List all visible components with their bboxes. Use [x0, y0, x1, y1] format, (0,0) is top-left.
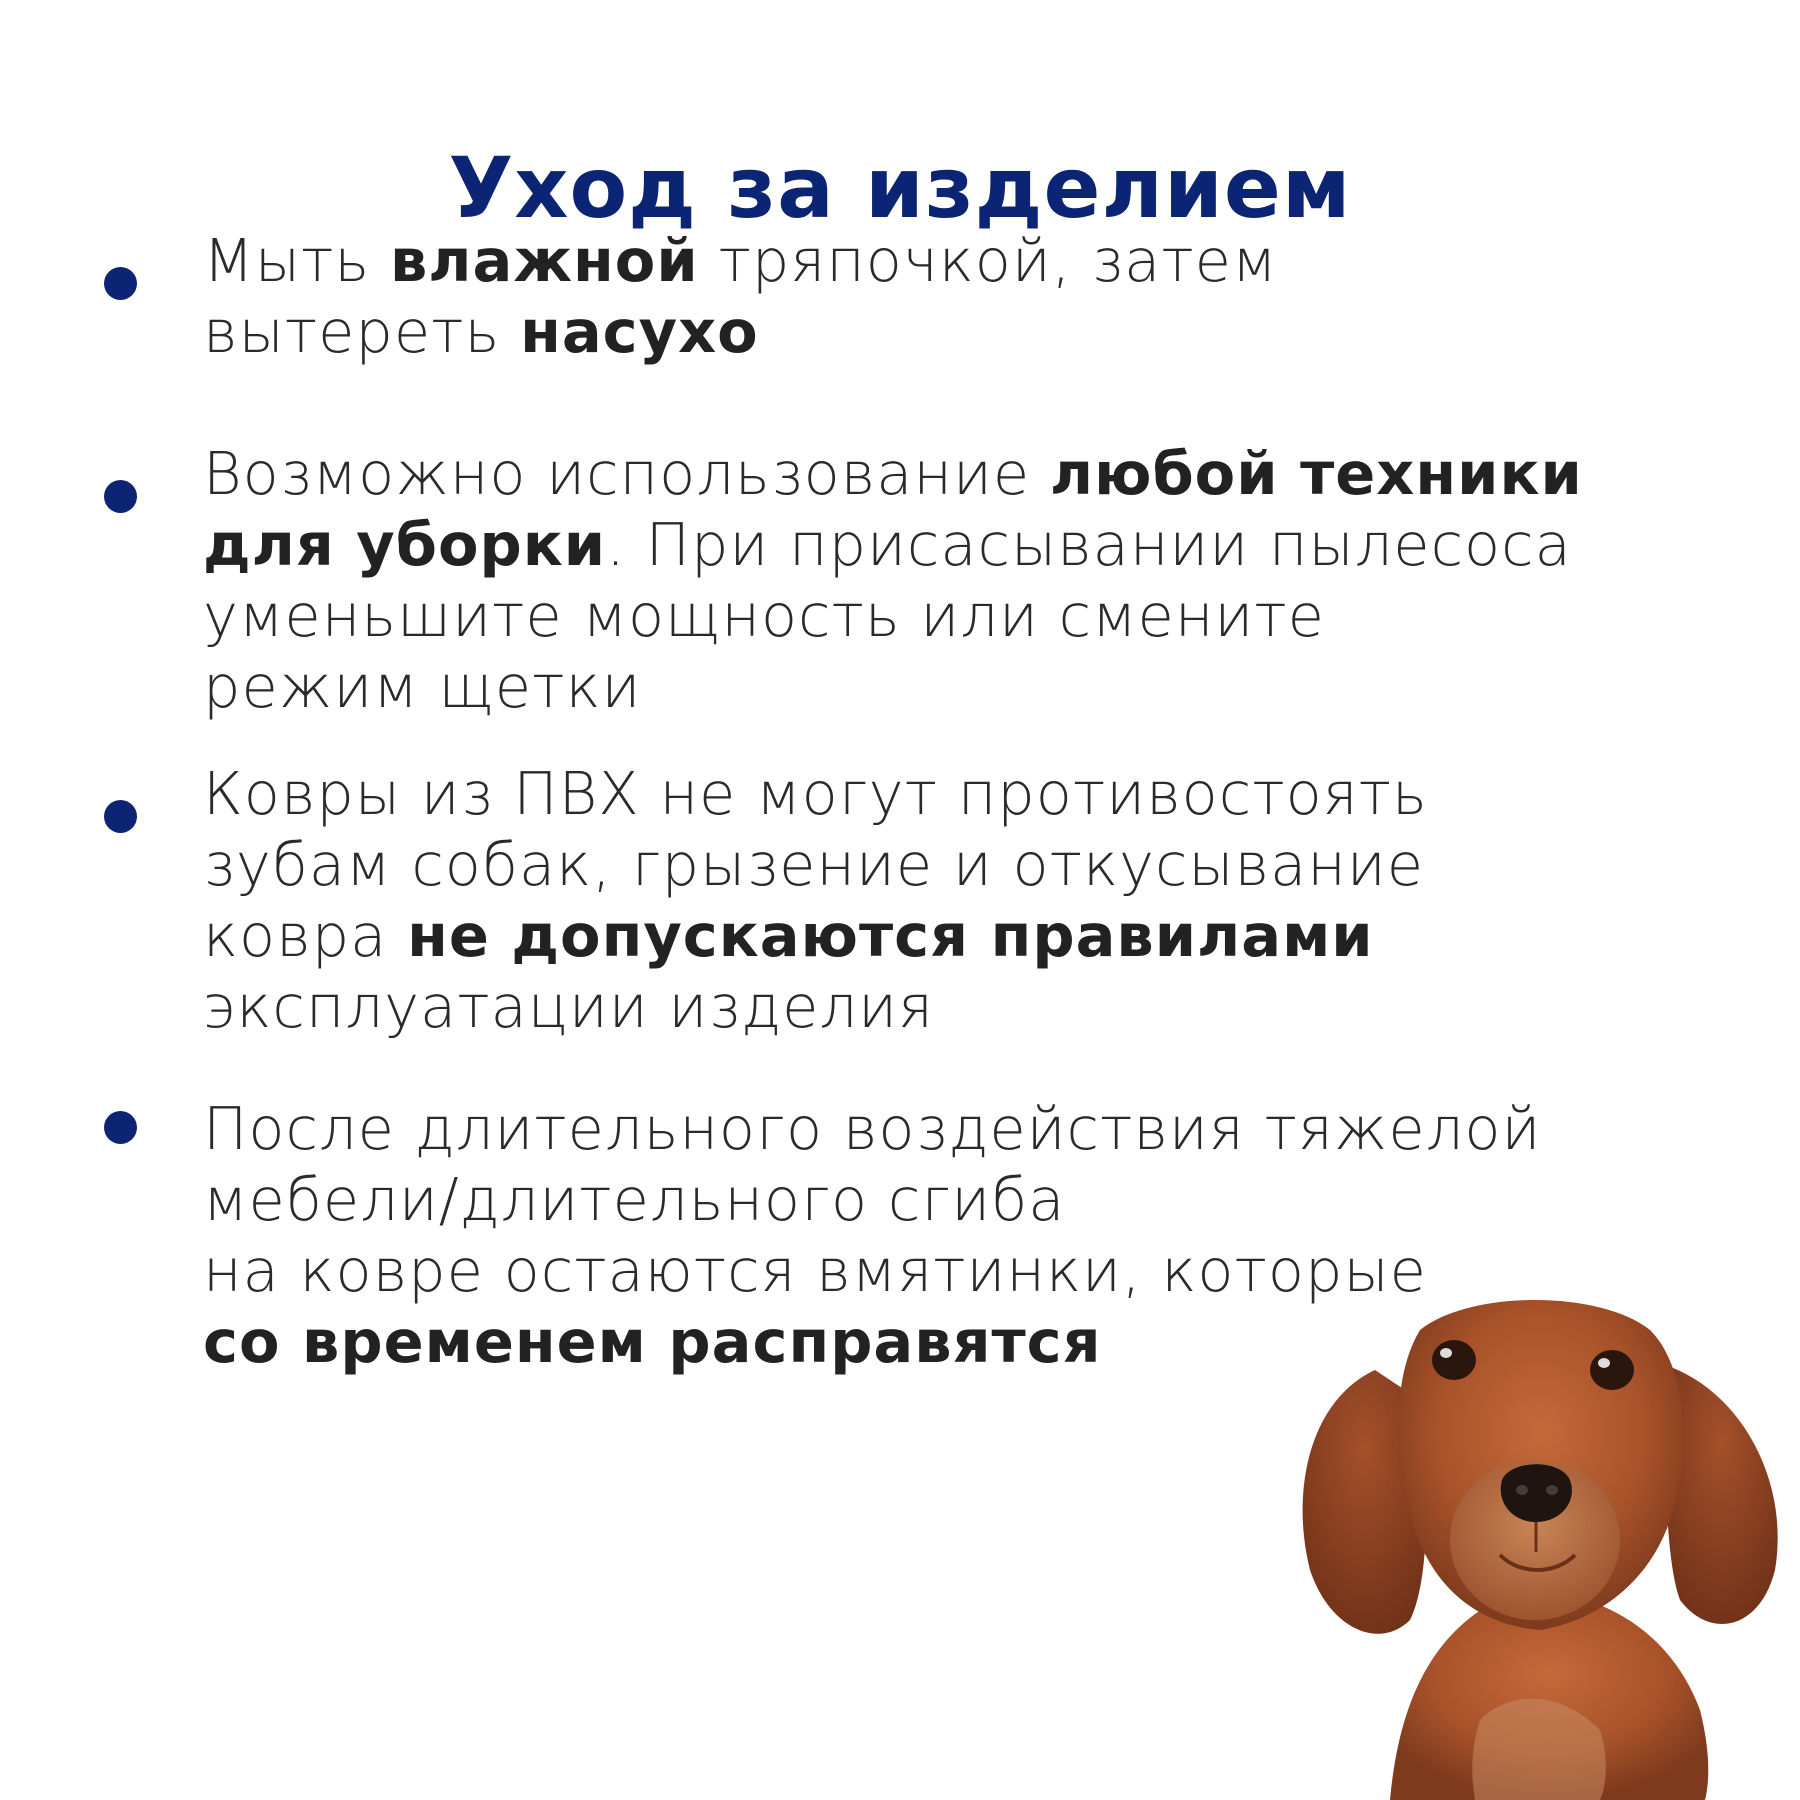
bullet-segment: уменьшите мощность или смените	[203, 581, 1325, 650]
bullet-text	[203, 758, 1653, 1042]
bullet-emphasis: не допускаются правилами	[407, 901, 1374, 970]
bullet-emphasis: для уборки	[203, 510, 607, 579]
bullet-segment: режим щетки	[203, 652, 642, 721]
bullet-segment: После длительного воздействия тяжелой	[203, 1094, 1542, 1163]
bullet-line	[203, 509, 1653, 580]
bullet-text	[203, 225, 1653, 367]
bullet-dot-icon	[104, 267, 137, 300]
bullet-segment: . При присасывании пылесоса	[606, 510, 1572, 579]
bullet-line	[203, 580, 1653, 651]
bullet-line	[203, 651, 1653, 722]
bullet-segment: зубам собак, грызение и откусывание	[203, 830, 1424, 899]
bullet-segment: вытереть	[203, 297, 521, 366]
bullet-text	[203, 438, 1653, 722]
bullet-line	[203, 829, 1653, 900]
bullet-segment: на ковре остаются вмятинки, которые	[203, 1236, 1427, 1305]
bullet-segment: ковра	[203, 901, 408, 970]
bullet-segment: Ковры из ПВХ не могут противостоять	[203, 759, 1428, 828]
bullet-segment: тряпочкой, затем	[698, 226, 1278, 295]
bullet-line	[203, 438, 1653, 509]
bullet-line	[203, 1164, 1653, 1235]
bullet-segment: эксплуатации изделия	[203, 972, 934, 1041]
bullet-dot-icon	[104, 480, 137, 513]
page-title: Уход за изделием	[448, 139, 1352, 238]
bullet-segment: Мыть	[203, 226, 390, 295]
bullet-dot-icon	[104, 1111, 137, 1144]
bullet-line	[203, 900, 1653, 971]
dachshund-dog-image	[1270, 1290, 1800, 1800]
bullet-line	[203, 225, 1653, 296]
bullet-line	[203, 296, 1653, 367]
bullet-segment: мебели/длительного сгиба	[203, 1165, 1066, 1234]
bullet-line	[203, 1093, 1653, 1164]
bullet-emphasis: насухо	[520, 297, 759, 366]
bullet-emphasis: со временем расправятся	[203, 1307, 1102, 1376]
bullet-line	[203, 758, 1653, 829]
bullet-emphasis: влажной	[389, 226, 699, 295]
bullet-dot-icon	[104, 800, 137, 833]
bullet-emphasis: любой техники	[1049, 439, 1583, 508]
bullet-segment: Возможно использование	[203, 439, 1050, 508]
bullet-line	[203, 971, 1653, 1042]
